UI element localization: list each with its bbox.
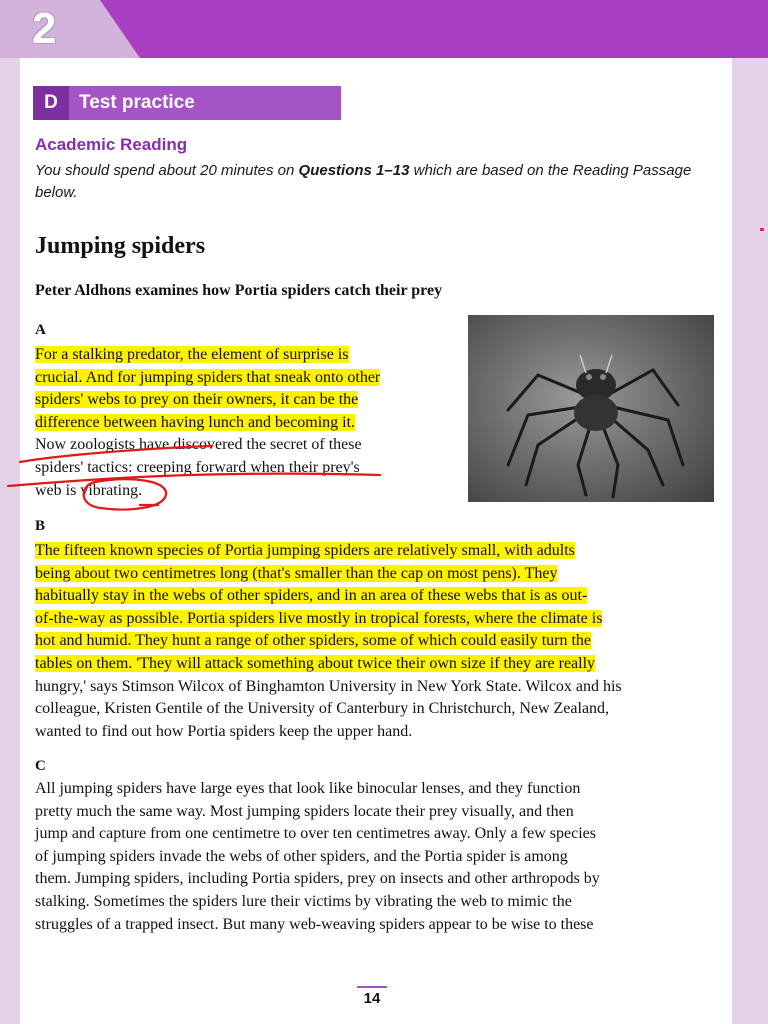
article-byline: Peter Aldhons examines how Portia spiders catch their prey — [35, 282, 443, 299]
spider-photo — [468, 315, 714, 502]
paragraph-b — [35, 540, 725, 743]
paragraph-a — [35, 344, 455, 502]
subheading: Academic Reading — [35, 135, 188, 154]
text-line: crucial. And for jumping spiders that sneak onto other — [35, 368, 381, 386]
text-line: stalking. Sometimes the spiders lure their victims by vibrating the web to mimic the — [35, 892, 572, 910]
spider-image — [468, 315, 714, 502]
text-line: pretty much the same way. Most jumping spiders locate their prey visually, and then — [35, 802, 574, 820]
text-line: of jumping spiders invade the webs of other spiders, and the Portia spider is among — [35, 847, 568, 865]
text-line: colleague, Kristen Gentile of the University of Canterbury in Christchurch, New Zealand, — [35, 700, 610, 718]
text-line: tables on them. 'They will attack something about twice their own size if they are really — [35, 654, 596, 672]
text-line: of-the-way as possible. Portia spiders live mostly in tropical forests, where the climate is — [35, 609, 603, 627]
page-frame-right — [732, 58, 768, 1024]
text-line: They — [520, 564, 558, 582]
page-frame-left — [0, 58, 20, 1024]
paragraph-c-letter: C — [35, 758, 46, 774]
text-line: spiders' tactics: creeping forward when their prey's — [35, 458, 360, 476]
text-line: wanted to find out how Portia spiders keep the upper hand. — [35, 722, 413, 740]
paragraph-b-letter: B — [35, 518, 46, 534]
text-line: hot and humid. They hunt a range of other spiders, some of which could easily turn the — [35, 632, 592, 650]
section-letter: D — [33, 86, 69, 120]
text-line: habitually stay in the webs of other spiders, and in an area of these webs that is as out- — [35, 587, 588, 605]
text-line: All jumping spiders have large eyes that look like binocular lenses, and they function — [35, 780, 581, 797]
paragraph-a-letter: A — [35, 322, 46, 338]
text-line: The fifteen known species of Portia jumping spiders are relatively small, with adults — [35, 542, 575, 559]
unit-number: 2 — [32, 4, 57, 53]
paragraph-c — [35, 778, 725, 936]
instructions-text: You should spend about 20 minutes on — [35, 162, 299, 179]
text-line: jump and capture from one centimetre to over ten centimetres away. Only a few species — [35, 825, 596, 843]
instructions-questions: Questions 1–13 — [298, 162, 410, 179]
section-header — [33, 86, 341, 120]
text-line: them. Jumping spiders, including Portia spiders, prey on insects and other arthropods by — [35, 870, 600, 888]
ink-mark — [760, 228, 764, 231]
text-line: hungry,' says Stimson Wilcox of Binghamton University in New York State. Wilcox and his — [35, 677, 622, 695]
text-line: Now zoologists have discovered the secret of these — [35, 436, 362, 454]
page-number: 14 — [357, 986, 387, 1007]
instructions-text-end: which are based on the Reading Passage below. — [35, 162, 692, 201]
article-title: Jumping spiders — [35, 233, 206, 259]
instructions — [35, 160, 710, 204]
text-line: struggles of a trapped insect. But many web-weaving spiders appear to be wise to these — [35, 915, 594, 933]
text-line: difference between having lunch and becoming it. — [35, 413, 356, 431]
text-line: For a stalking predator, the element of surprise is — [35, 346, 349, 363]
text-line: web is vibrating. — [35, 481, 143, 499]
section-title: Test practice — [79, 92, 195, 113]
text-line: spiders' webs to prey on their owners, it can be the — [35, 391, 359, 409]
text-line: being about two centimetres long (that's smaller than the cap on most pens). — [35, 564, 521, 582]
